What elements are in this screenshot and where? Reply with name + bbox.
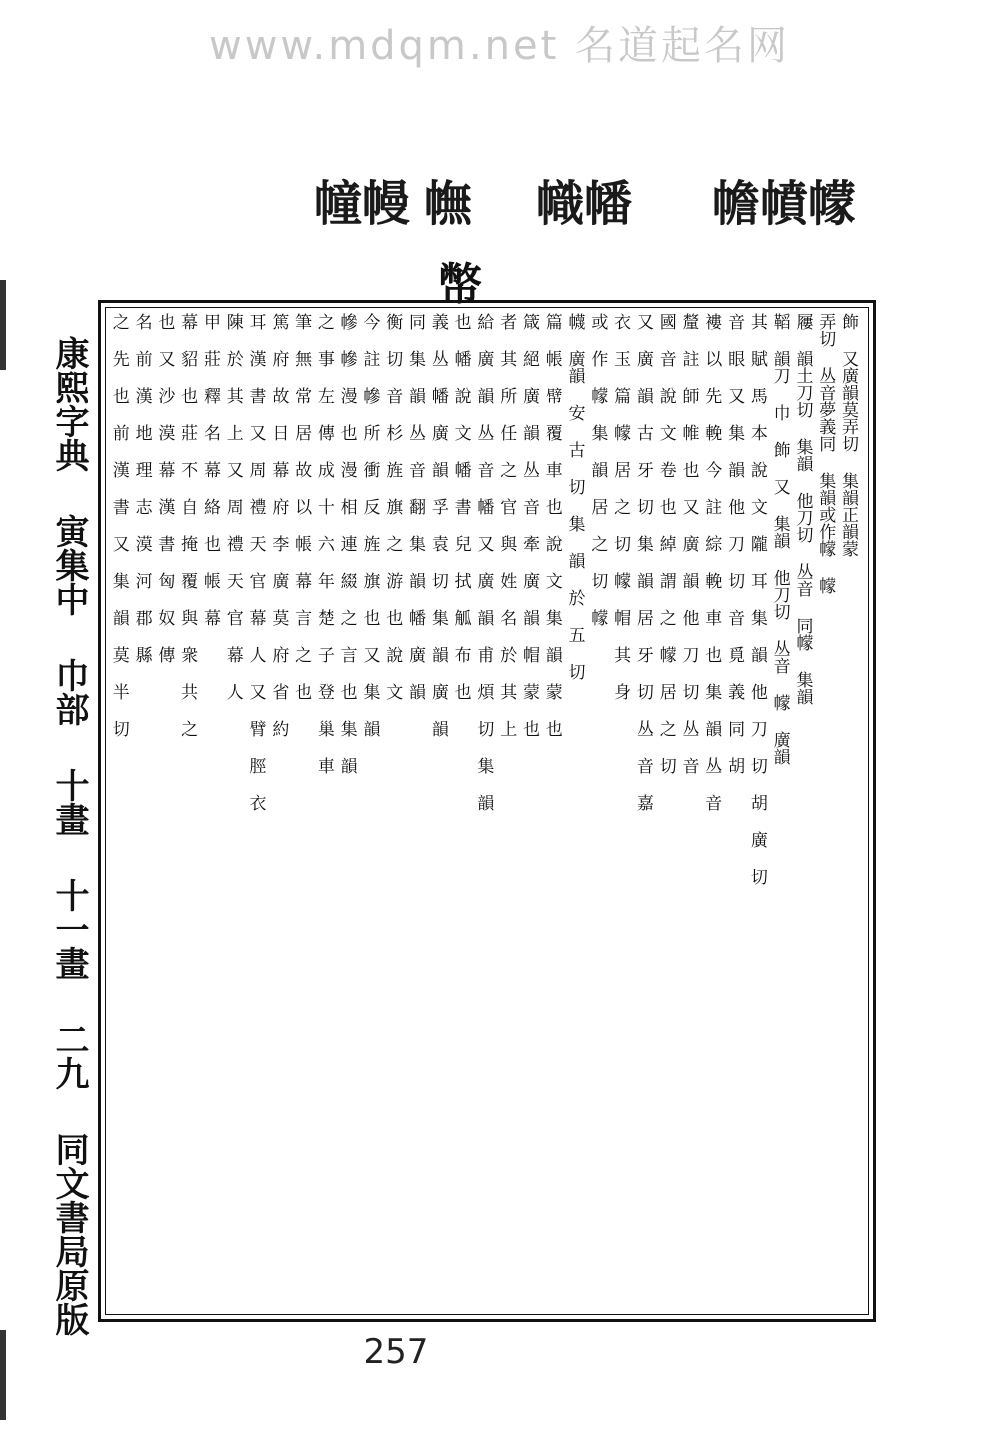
seal-group-mid bbox=[532, 176, 636, 232]
text-column: 義 丛 幡 廣 韻 孚 袁 切 集 韻 廣 韻 bbox=[427, 313, 448, 737]
text-column: 也 又 沙 漠 幕 漢 書 匈 奴 傳 bbox=[154, 313, 175, 663]
text-column: 音 眼 又 集 韻 他 刀 切 音 覓 義 同 胡 bbox=[724, 313, 745, 774]
seal-glyphs: 幟幡 bbox=[536, 176, 633, 232]
margin-volume: 寅集中 bbox=[49, 514, 89, 616]
margin-title: 康熙字典 bbox=[49, 336, 89, 472]
text-column: 幓 幓 漫 也 漫 相 連 綴 之 言 也 集 韻 bbox=[336, 313, 357, 774]
text-column: 之 先 也 前 漢 書 又 集 韻 莫 半 切 bbox=[108, 313, 129, 737]
text-column: 或 作 幪 集 韻 居 之 切 幪 bbox=[587, 313, 608, 626]
text-column: 甲 莊 釋 名 幕 絡 也 帳 幕 bbox=[199, 313, 220, 626]
seal-group-right bbox=[708, 176, 860, 232]
text-column: 鞱 韻刀 巾 飾 又 集韻 他刀切 丛音 幪 廣韻 bbox=[769, 313, 790, 765]
text-column: 也 幡 說 文 幡 書 兒 拭 觚 布 也 bbox=[450, 313, 471, 700]
text-column: 幕 貂 也 莊 不 自 掩 覆 與 衆 共 之 bbox=[177, 313, 198, 737]
text-column: 耳 漢 書 又 周 禮 天 官 幕 人 又 臂 脛 衣 bbox=[245, 313, 266, 811]
text-column: 衡 切 音 杉 旌 旗 之 游 也 說 文 bbox=[382, 313, 403, 700]
text-column: 又 廣 韻 古 牙 切 集 韻 居 牙 切 丛 音 嘉 bbox=[632, 313, 653, 811]
edge-mark bbox=[0, 280, 6, 370]
text-column: 褸 以 先 輓 今 註 綜 輓 車 也 集 韻 丛 音 bbox=[701, 313, 722, 811]
seal-glyphs: 幨幩幪 bbox=[711, 176, 856, 232]
text-column: 名 前 漢 地 理 志 漠 河 郡 縣 bbox=[131, 313, 152, 663]
text-column: 給 廣 韻 丛 音 幡 又 廣 韻 甫 煩 切 集 韻 bbox=[473, 313, 494, 811]
margin-strokes-a: 十畫 bbox=[49, 768, 89, 836]
text-column: 同 集 韻 丛 音 翻 集 韻 幡 廣 韻 bbox=[405, 313, 426, 700]
text-column: 箴 絕 廣 韻 丛 音 牽 廣 韻 帽 蒙 也 bbox=[518, 313, 539, 737]
text-column: 釐 註 師 帷 也 又 廣 韻 他 刀 切 丛 音 bbox=[678, 313, 699, 774]
seal-glyphs: 幢幔 bbox=[314, 176, 411, 232]
text-column: 幭 廣韻 安 古 切 集 韻 於 五 切 bbox=[564, 313, 585, 680]
text-column: 今 註 幓 所 衝 反 旌 旗 也 又 集 韻 bbox=[359, 313, 380, 737]
text-column: 之 事 左 傳 成 十 六 年 楚 子 登 巢 車 bbox=[313, 313, 334, 774]
seal-group-center bbox=[420, 176, 476, 232]
seal-group-left bbox=[310, 176, 414, 232]
page-number: 257 bbox=[363, 1332, 429, 1372]
margin-radical: 巾部 bbox=[49, 658, 89, 726]
text-frame bbox=[98, 300, 876, 1322]
text-column: 其 賦 馬 本 說 文 隴 耳 集 韻 他 刀 切 胡 廣 切 bbox=[746, 313, 767, 885]
text-column: 屨 韻土刀切 集韻 他刀切 丛音 同幪 集韻 bbox=[792, 313, 813, 705]
side-margin-label bbox=[44, 336, 94, 1336]
text-column: 飾 又廣韻莫弄切 集韻正韻蒙 bbox=[838, 313, 858, 557]
seal-script-heading bbox=[300, 176, 860, 290]
margin-page-in-volume: 二九 bbox=[49, 1022, 89, 1090]
text-columns bbox=[108, 313, 863, 1309]
text-column: 篇 帳 幦 覆 車 也 說 文 集 韻 蒙 也 bbox=[541, 313, 562, 737]
margin-strokes-b: 十一畫 bbox=[49, 878, 89, 980]
edge-mark bbox=[0, 1330, 6, 1420]
text-column: 筆 無 常 居 故 以 帳 幕 言 之 也 bbox=[291, 313, 312, 700]
text-column: 篤 府 故 日 幕 府 李 廣 莫 府 省 約 bbox=[268, 313, 289, 737]
text-column: 弄切 丛音夢義同 集韻或作幪 幪 bbox=[815, 313, 836, 594]
text-column: 陳 於 其 上 又 周 禮 天 官 幕 人 bbox=[222, 313, 243, 700]
seal-extra-glyph: 幣 bbox=[438, 259, 482, 310]
margin-publisher: 同文書局原版 bbox=[49, 1132, 89, 1336]
watermark-text: www.mdqm.net 名道起名网 bbox=[209, 23, 790, 69]
text-column: 衣 玉 篇 幪 居 之 切 幪 帽 其 身 bbox=[610, 313, 631, 700]
text-column: 國 音 說 文 卷 也 綽 謂 之 幪 居 之 切 bbox=[655, 313, 676, 774]
text-column: 者 其 所 任 之 官 與 姓 名 於 其 上 bbox=[496, 313, 517, 737]
seal-glyphs: 幠 bbox=[424, 176, 473, 232]
